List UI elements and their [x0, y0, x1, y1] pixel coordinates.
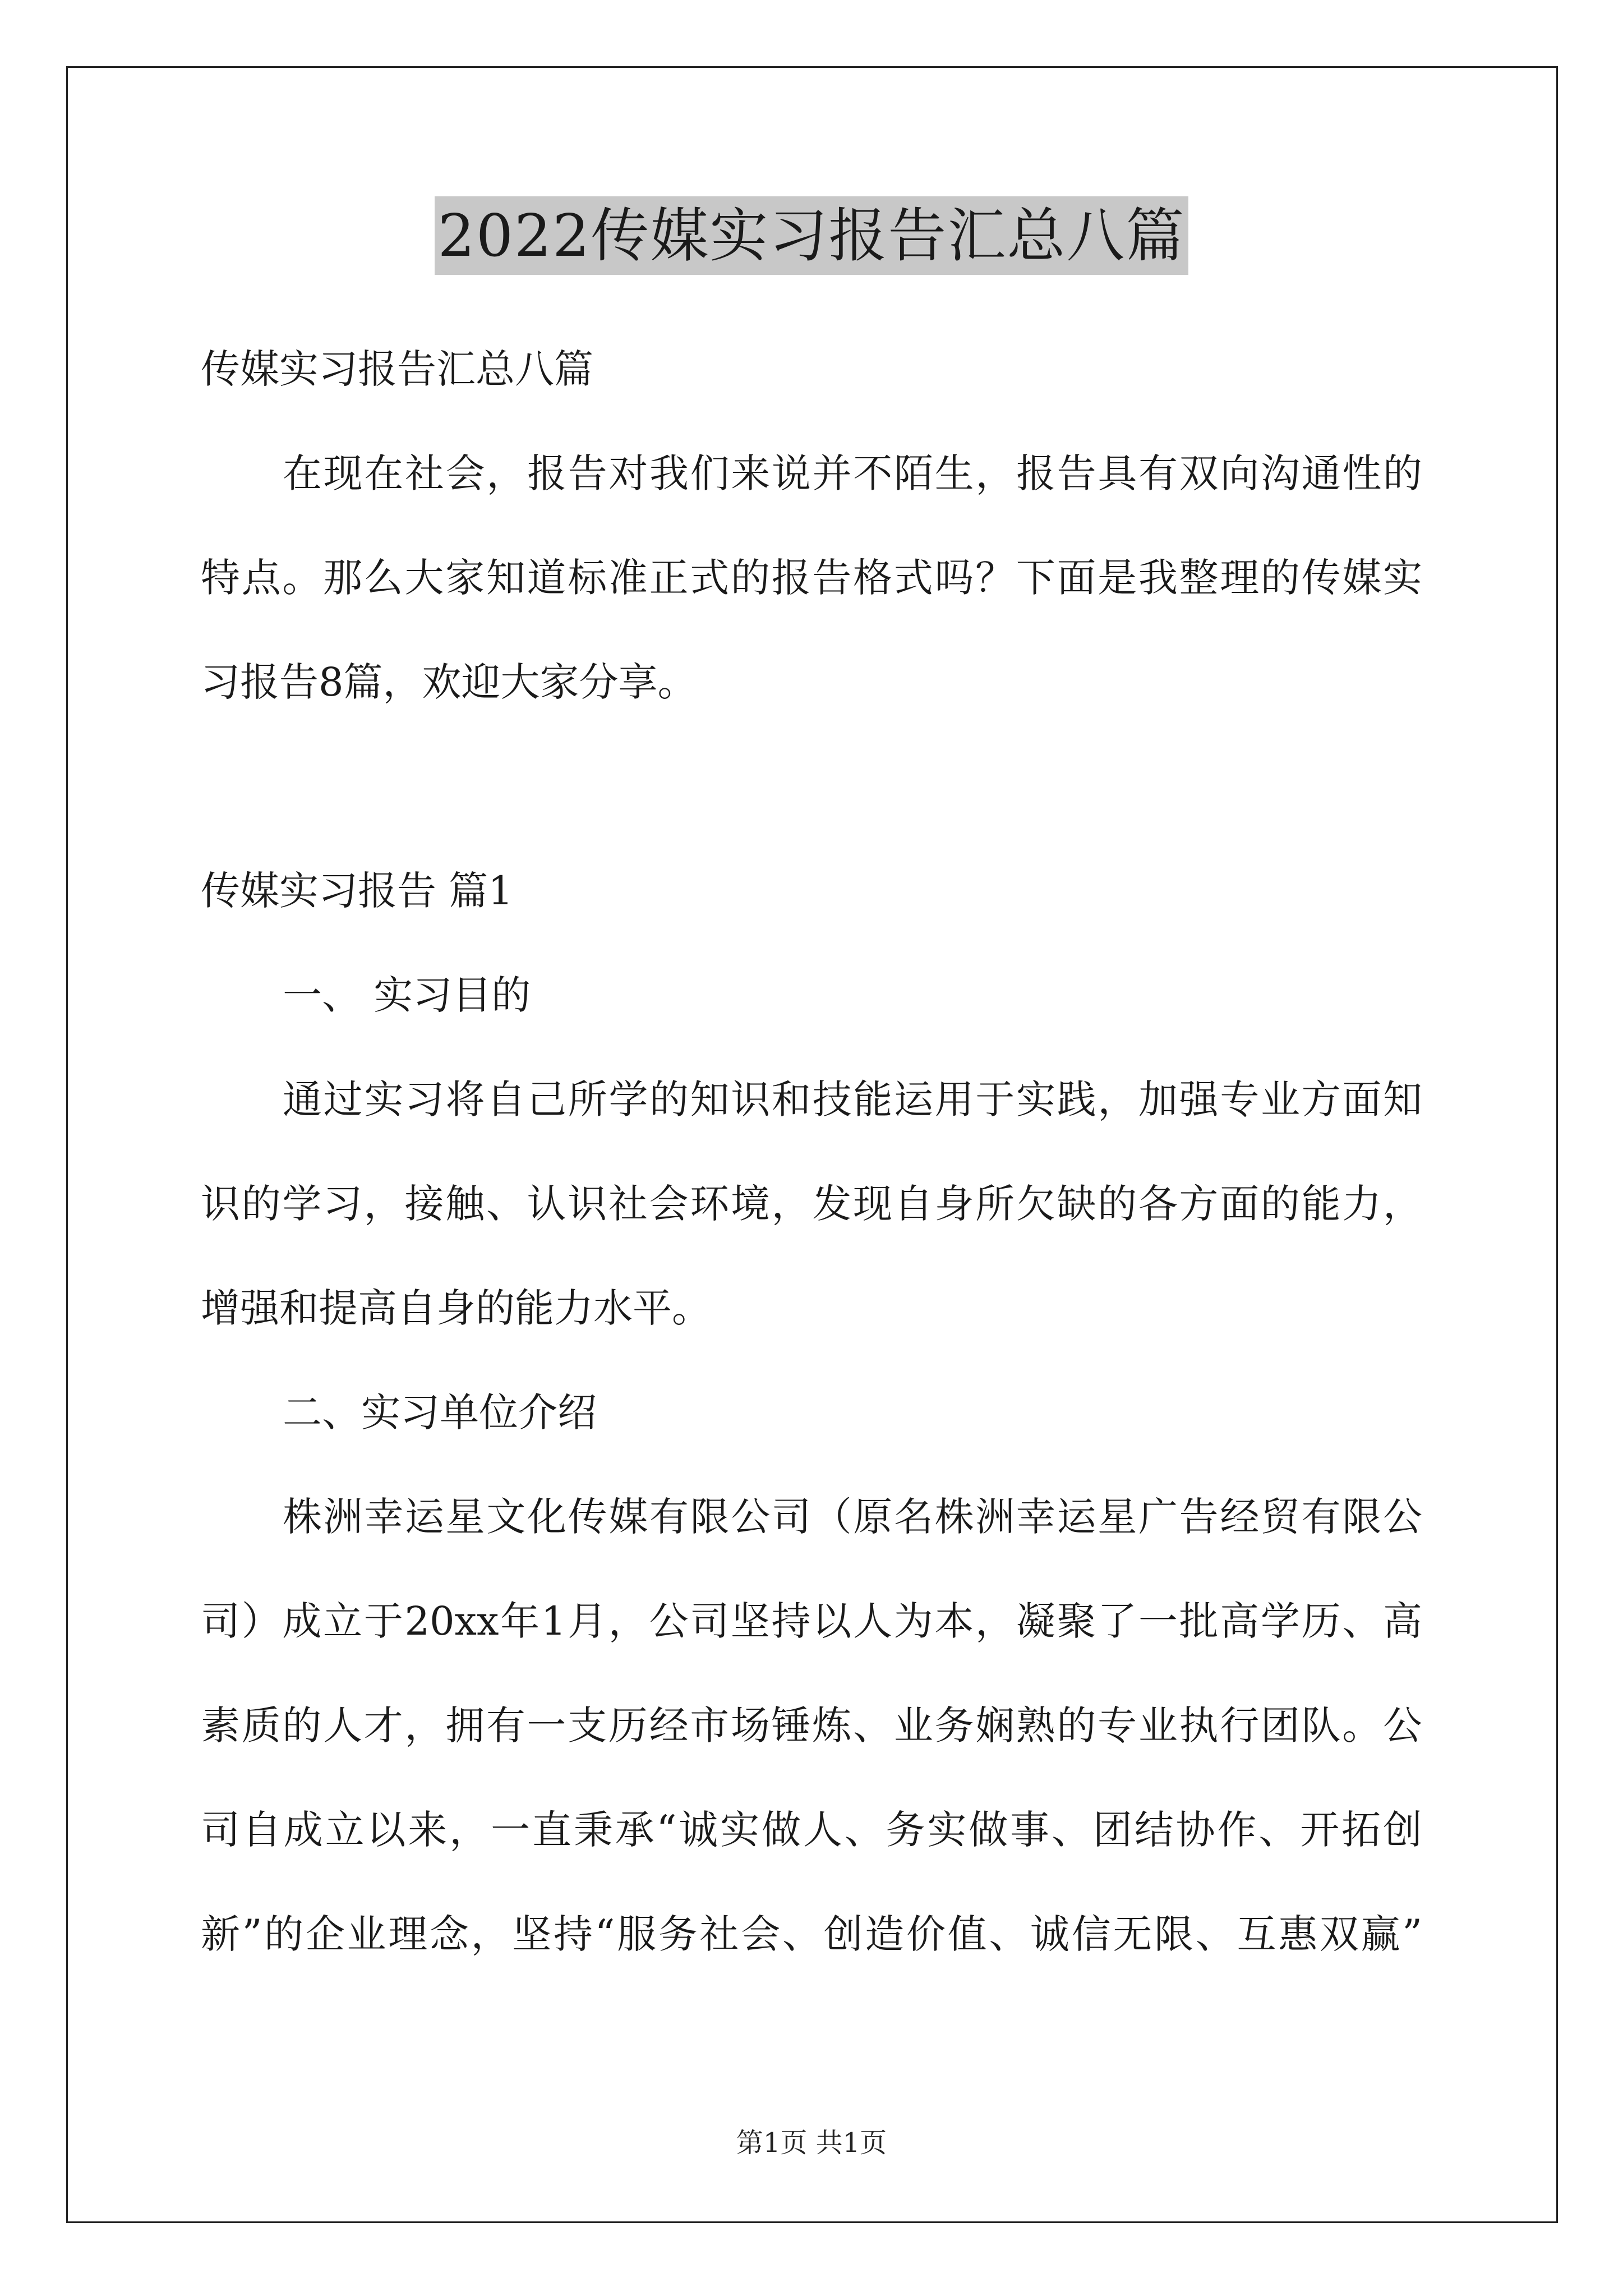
item-heading: 二、实习单位介绍	[283, 1389, 597, 1435]
title-container	[0, 196, 1623, 275]
subtitle: 传媒实习报告汇总八篇	[201, 346, 593, 392]
paragraph-line: 司）成立于20xx年1月，公司坚持以人为本，凝聚了一批高学历、高	[201, 1598, 1422, 1644]
document-body	[201, 317, 1422, 1986]
paragraph-line: 增强和提高自身的能力水平。	[201, 1285, 711, 1331]
blank-line	[201, 734, 1422, 839]
paragraph-line: 习报告8篇，欢迎大家分享。	[201, 659, 697, 705]
paragraph-line: 通过实习将自己所学的知识和技能运用于实践，加强专业方面知	[283, 1076, 1422, 1122]
paragraph-line: 特点。那么大家知道标准正式的报告格式吗？下面是我整理的传媒实	[201, 555, 1422, 601]
paragraph-line: 新”的企业理念，坚持“服务社会、创造价值、诚信无限、互惠双赢”	[201, 1911, 1422, 1957]
paragraph-line: 在现在社会，报告对我们来说并不陌生，报告具有双向沟通性的	[283, 450, 1422, 496]
page-footer: 第1页 共1页	[736, 2127, 887, 2159]
item-heading: 一、 实习目的	[283, 972, 531, 1018]
paragraph-line: 素质的人才，拥有一支历经市场锤炼、业务娴熟的专业执行团队。公	[201, 1703, 1422, 1749]
paragraph-line: 识的学习，接触、认识社会环境，发现自身所欠缺的各方面的能力，	[201, 1181, 1422, 1227]
section-heading: 传媒实习报告 篇1	[201, 868, 513, 914]
document-title: 2022传媒实习报告汇总八篇	[435, 196, 1189, 275]
paragraph-line: 株洲幸运星文化传媒有限公司（原名株洲幸运星广告经贸有限公	[283, 1494, 1422, 1540]
paragraph-line: 司自成立以来，一直秉承“诚实做人、务实做事、团结协作、开拓创	[201, 1807, 1422, 1853]
